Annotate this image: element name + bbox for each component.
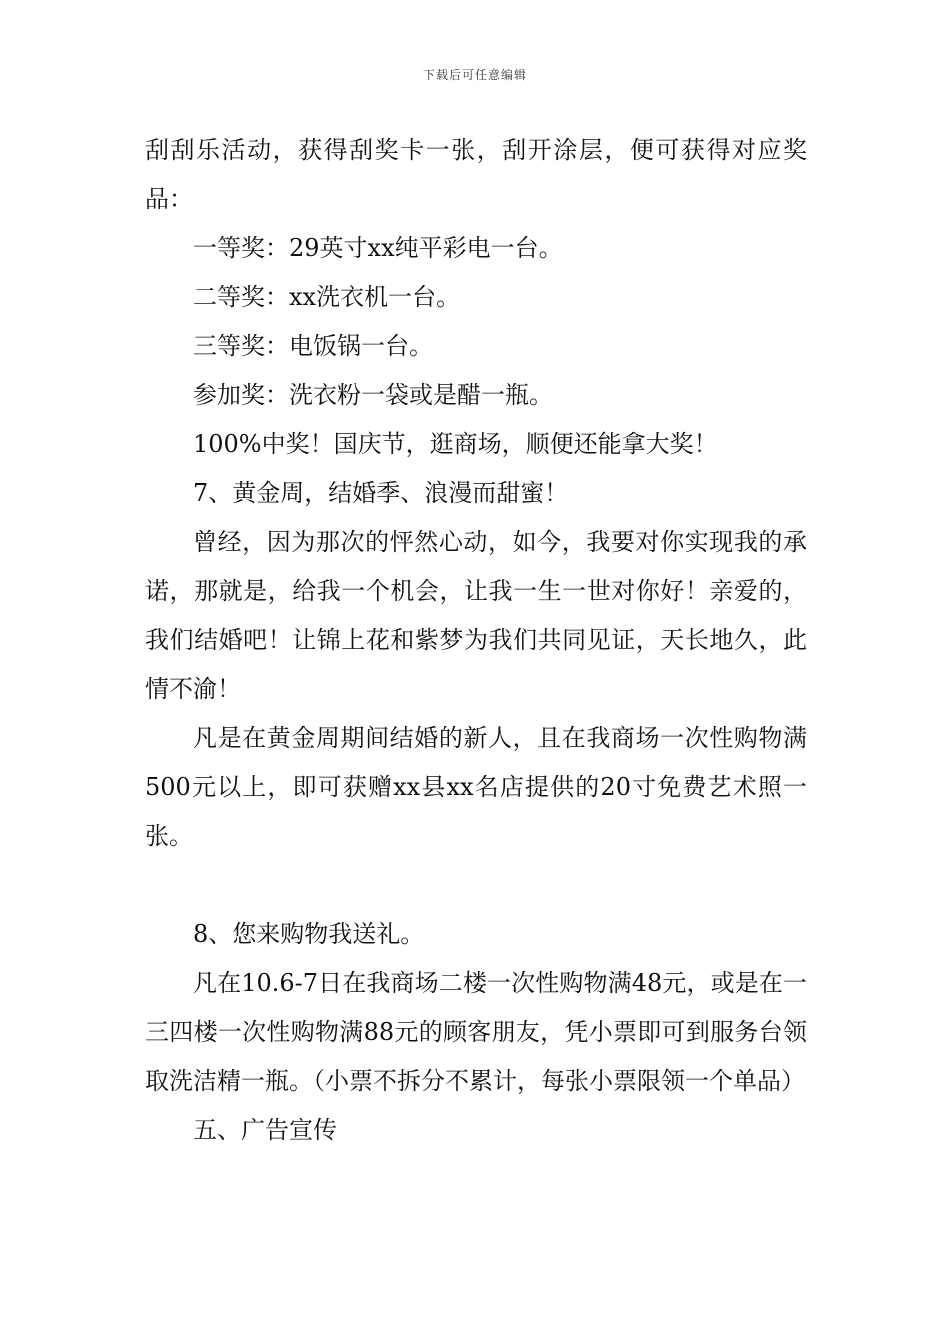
paragraph-promise: 曾经，因为那次的怦然心动，如今，我要对你实现我的承诺，那就是，给我一个机会，让我一生一世对你好！亲爱的，我们结婚吧！让锦上花和紫梦为我们共同见证，天长地久，此情不渝！ — [145, 528, 807, 703]
page-header-note: 下载后可任意编辑 — [422, 68, 527, 82]
paragraph-third-prize: 三等奖：电饭锅一台。 — [193, 332, 433, 360]
paragraph-participation-prize: 参加奖：洗衣粉一袋或是醋一瓶。 — [193, 381, 553, 409]
heading-golden-week: 7、黄金周，结婚季、浪漫而甜蜜！ — [193, 479, 569, 507]
paragraph-newlyweds-offer: 凡是在黄金周期间结婚的新人，且在我商场一次性购物满500元以上，即可获赠xx县xx名店提供的20寸免费艺术照一张。 — [145, 724, 807, 850]
paragraph-scratch-card: 刮刮乐活动，获得刮奖卡一张，刮开涂层，便可获得对应奖品： — [145, 136, 807, 213]
paragraph-hundred-percent: 100%中奖！国庆节，逛商场，顺便还能拿大奖！ — [193, 430, 718, 458]
heading-shopping-gift: 8、您来购物我送礼。 — [193, 920, 425, 948]
paragraph-gift-terms: 凡在10.6-7日在我商场二楼一次性购物满48元，或是在一三四楼一次性购物满88元的顾客朋友，凭小票即可到服务台领取洗洁精一瓶。（小票不拆分不累计，每张小票限领一个单品） — [145, 969, 807, 1095]
paragraph-second-prize: 二等奖：xx洗衣机一台。 — [193, 283, 461, 311]
document-body — [145, 126, 807, 1155]
heading-advertising: 五、广告宣传 — [193, 1116, 337, 1144]
paragraph-first-prize: 一等奖：29英寸xx纯平彩电一台。 — [193, 234, 563, 262]
blank-line — [145, 861, 807, 910]
